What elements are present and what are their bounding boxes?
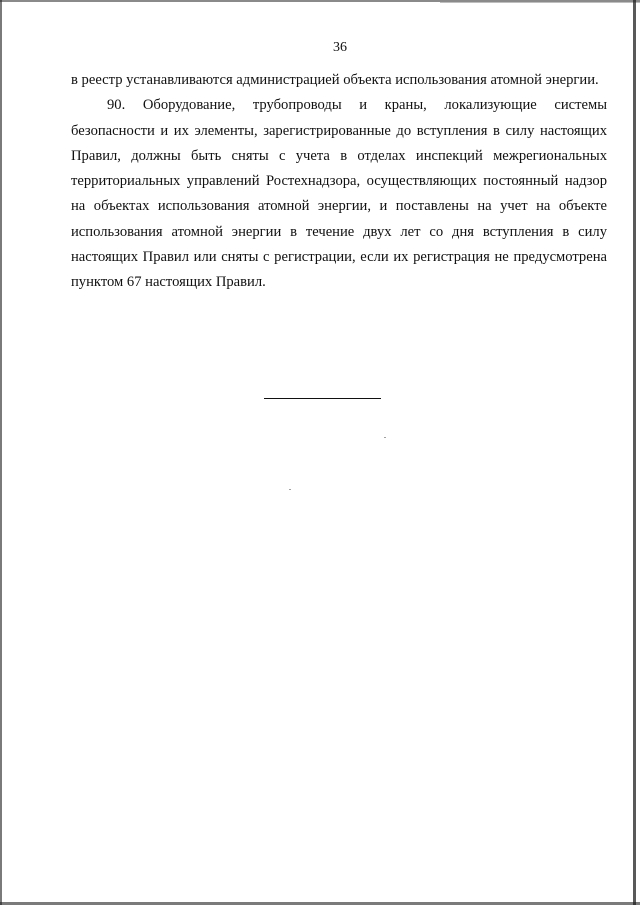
paragraph-item-90: 90. Оборудование, трубопроводы и краны, локализующие системы безопасности и их элементы, зарегистрированные до вступления в силу настоящих Правил, должны быть сняты с учета в отделах инспекций межрегиональных территориальных управлений Ростехнадзора, осуществляющих постоянный надзор на объектах использования атомной энергии, и поставлены на учет на объекте использования атомной энергии в течение двух лет со дня вступления в силу настоящих Правил или сняты с регистрации, если их регистрация не предусмотрена пунктом 67 настоящих Правил. [71,97,607,291]
scan-edge-top-right [440,2,640,3]
document-body [71,68,607,296]
scan-edge-right [633,0,636,905]
page-number: 36 [333,40,347,55]
scan-edge-left [0,0,2,905]
scan-speck [289,489,291,490]
scan-speck [384,437,386,438]
end-separator-line [264,398,381,399]
paragraph-continuation: в реестр устанавливаются администрацией объекта использования атомной энергии. [71,72,599,88]
